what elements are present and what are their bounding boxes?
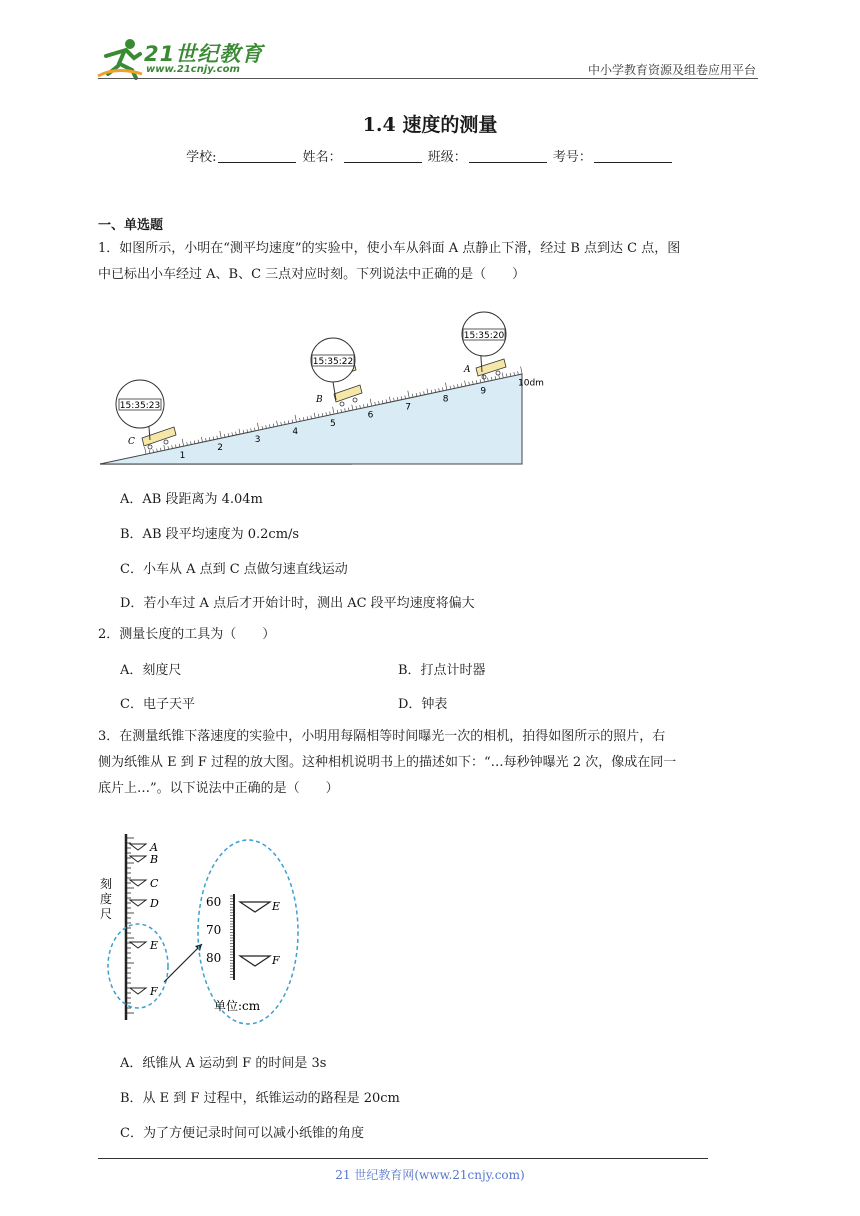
incline-full	[98, 318, 544, 468]
zoom-source-ellipse	[108, 924, 168, 1008]
clock-b-time: 15:35:22	[312, 357, 354, 367]
incline-tick	[153, 449, 154, 452]
label-c: C	[128, 437, 135, 447]
cone-d	[130, 900, 146, 906]
cone-label-e: E	[150, 939, 159, 952]
label-a: A	[464, 365, 471, 375]
incline-tick	[182, 439, 183, 446]
question-3-stem	[98, 724, 764, 802]
zoom-tick-60: 60	[206, 895, 222, 909]
school-blank[interactable]	[218, 150, 296, 163]
incline-tick	[179, 444, 180, 447]
incline-tick	[285, 421, 286, 424]
cone-b	[130, 856, 146, 862]
incline-tick	[257, 423, 258, 430]
incline-tick	[239, 429, 240, 434]
class-label: 班级：	[427, 150, 467, 165]
incline-tick	[269, 424, 270, 427]
incline-diagram: 2345 15:35:23 C	[98, 318, 354, 468]
runner-logo-icon	[96, 36, 146, 80]
incline-tick	[251, 428, 252, 431]
incline-tick	[228, 433, 229, 436]
cone-e	[130, 942, 146, 948]
incline-tick	[206, 438, 207, 441]
header-platform-text: 中小学教育资源及组卷应用平台	[587, 63, 756, 77]
incline-number: 2	[217, 442, 223, 453]
incline-tick	[345, 408, 346, 411]
clock-c-time: 15:35:23	[119, 401, 161, 411]
question-2-stem: 2．测量长度的工具为（ ）	[98, 627, 276, 642]
site-logo	[96, 36, 266, 80]
incline-tick	[292, 420, 293, 423]
incline-tick	[172, 445, 173, 448]
unit-label: 单位:cm	[214, 999, 261, 1013]
incline-tick	[157, 449, 158, 452]
student-info-line	[0, 146, 860, 165]
q2-option-a[interactable]: A．刻度尺	[120, 663, 182, 678]
cone-label-c: C	[150, 877, 159, 890]
cone-a	[130, 844, 146, 850]
cone-c	[130, 880, 146, 886]
zoom-cone-e	[240, 902, 270, 912]
incline-number: 3	[254, 434, 261, 445]
q3-line1: 3．在测量纸锥下落速度的实验中，小明用每隔相等时间曝光一次的相机，拍得如图所示的照片，右	[98, 729, 666, 744]
incline-number: 4	[292, 426, 299, 437]
ruler-label-1: 刻	[100, 877, 113, 891]
incline-tick	[348, 408, 349, 411]
incline-number: 6	[367, 410, 374, 421]
incline-tick	[307, 416, 308, 419]
incline-number: 7	[405, 402, 411, 413]
incline-tick	[145, 447, 146, 454]
cone-label-d: D	[150, 897, 159, 910]
label-b: B	[316, 395, 323, 405]
incline-tick	[337, 410, 338, 413]
incline-tick	[243, 430, 244, 433]
q1-option-d[interactable]: D．若小车过 A 点后才开始计时，测出 AC 段平均速度将偏大	[120, 596, 475, 611]
incline-tick	[191, 441, 192, 444]
header-divider	[98, 78, 758, 79]
page-title: 1.4 速度的测量	[362, 114, 498, 136]
q3-line3: 底片上…”。以下说法中正确的是（ ）	[98, 781, 339, 796]
class-blank[interactable]	[469, 150, 547, 163]
incline-tick	[303, 417, 304, 420]
cone-positions	[130, 841, 159, 998]
incline-tick	[262, 426, 263, 429]
incline-tick	[201, 437, 202, 442]
incline-tick	[521, 367, 522, 374]
incline-tick	[318, 414, 319, 417]
incline-tick	[175, 445, 176, 448]
q1-option-a[interactable]: A．AB 段距离为 4.04m	[120, 492, 263, 507]
cone-f	[130, 988, 146, 994]
incline-tick	[220, 431, 221, 438]
incline-tick	[311, 416, 312, 419]
logo-url: www.21cnjy.com	[146, 64, 240, 75]
incline-tick	[314, 413, 315, 418]
incline-tick	[247, 429, 248, 432]
q1-option-c[interactable]: C．小车从 A 点到 C 点做匀速直线运动	[120, 562, 348, 577]
incline-number: 9	[480, 386, 487, 397]
q1-line2: 中已标出小车经过 A、B、C 三点对应时刻。下列说法中正确的是（ ）	[98, 267, 526, 282]
zoom-tick-70: 70	[206, 923, 222, 937]
incline-tick	[277, 421, 278, 426]
incline-number: 5	[330, 418, 336, 429]
incline-tick	[209, 437, 210, 440]
incline-tick	[224, 434, 225, 437]
incline-tick	[300, 418, 301, 421]
incline-number: 1	[179, 450, 186, 461]
cone-label-b: B	[150, 853, 159, 866]
incline-tick	[160, 448, 161, 451]
ruler-label-2: 度	[100, 892, 113, 906]
logo-text: 21世纪教育	[144, 42, 264, 66]
footer-divider	[98, 1158, 708, 1159]
paper-cone-diagram	[96, 830, 306, 1026]
incline-tick	[254, 428, 255, 431]
zoom-cone-f	[240, 956, 270, 966]
zoom-label-f: F	[272, 954, 280, 967]
incline-tick	[217, 436, 218, 439]
incline-tick	[266, 425, 267, 428]
incline-tick	[341, 409, 342, 412]
incline-tick	[236, 432, 237, 435]
incline-tick	[281, 422, 282, 425]
zoom-label-e: E	[272, 900, 281, 913]
incline-tick	[295, 415, 296, 422]
question-1-stem	[98, 236, 764, 288]
incline-tick	[333, 407, 334, 414]
incline-tick	[232, 432, 233, 435]
incline-tick	[198, 440, 199, 443]
q3-line2: 侧为纸锥从 E 到 F 过程的放大图。这种相机说明书上的描述如下：“…每秒钟曝光 2 次，像成在同一	[98, 755, 677, 770]
cone-label-a: A	[150, 841, 158, 854]
q3-option-c[interactable]: C．为了方便记录时间可以减小纸锥的角度	[120, 1126, 364, 1141]
footer-text: 21 世纪教育网(www.21cnjy.com)	[335, 1168, 525, 1182]
section-title: 一、单选题	[98, 218, 164, 233]
number-blank[interactable]	[594, 150, 672, 163]
incline-tick	[164, 445, 165, 450]
q1-option-b[interactable]: B．AB 段平均速度为 0.2cm/s	[120, 527, 300, 542]
incline-tick	[330, 412, 331, 415]
q2-option-d[interactable]: D．钟表	[398, 697, 448, 712]
clock-a-time: 15:35:20	[463, 331, 505, 341]
q1-line1: 1．如图所示，小明在“测平均速度”的实验中，使小车从斜面 A 点静止下滑，经过 B 点到达 C 点，图	[98, 241, 681, 256]
incline-tick	[518, 371, 519, 374]
incline-tick	[213, 437, 214, 440]
number-label: 考号：	[552, 150, 592, 165]
q3-option-a[interactable]: A．纸锥从 A 运动到 F 的时间是 3s	[120, 1056, 327, 1071]
cone-label-f: F	[150, 985, 158, 998]
q2-option-c[interactable]: C．电子天平	[120, 697, 195, 712]
name-label: 姓名：	[302, 150, 342, 165]
zoom-tick-80: 80	[206, 951, 222, 965]
incline-number: 8	[442, 394, 449, 405]
q3-option-b[interactable]: B．从 E 到 F 过程中，纸锥运动的路程是 20cm	[120, 1091, 400, 1106]
incline-tick	[273, 424, 274, 427]
incline-tick	[187, 442, 188, 445]
incline-number: 10dm	[518, 378, 544, 389]
ruler-label-3: 尺	[100, 907, 113, 921]
school-label: 学校:	[186, 150, 217, 165]
incline-tick	[326, 412, 327, 415]
incline-tick	[288, 420, 289, 423]
name-blank[interactable]	[344, 150, 422, 163]
incline-tick	[194, 441, 195, 444]
incline-tick	[149, 450, 150, 453]
incline-tick	[322, 413, 323, 416]
incline-tick	[168, 446, 169, 449]
q2-option-b[interactable]: B．打点计时器	[398, 663, 486, 678]
